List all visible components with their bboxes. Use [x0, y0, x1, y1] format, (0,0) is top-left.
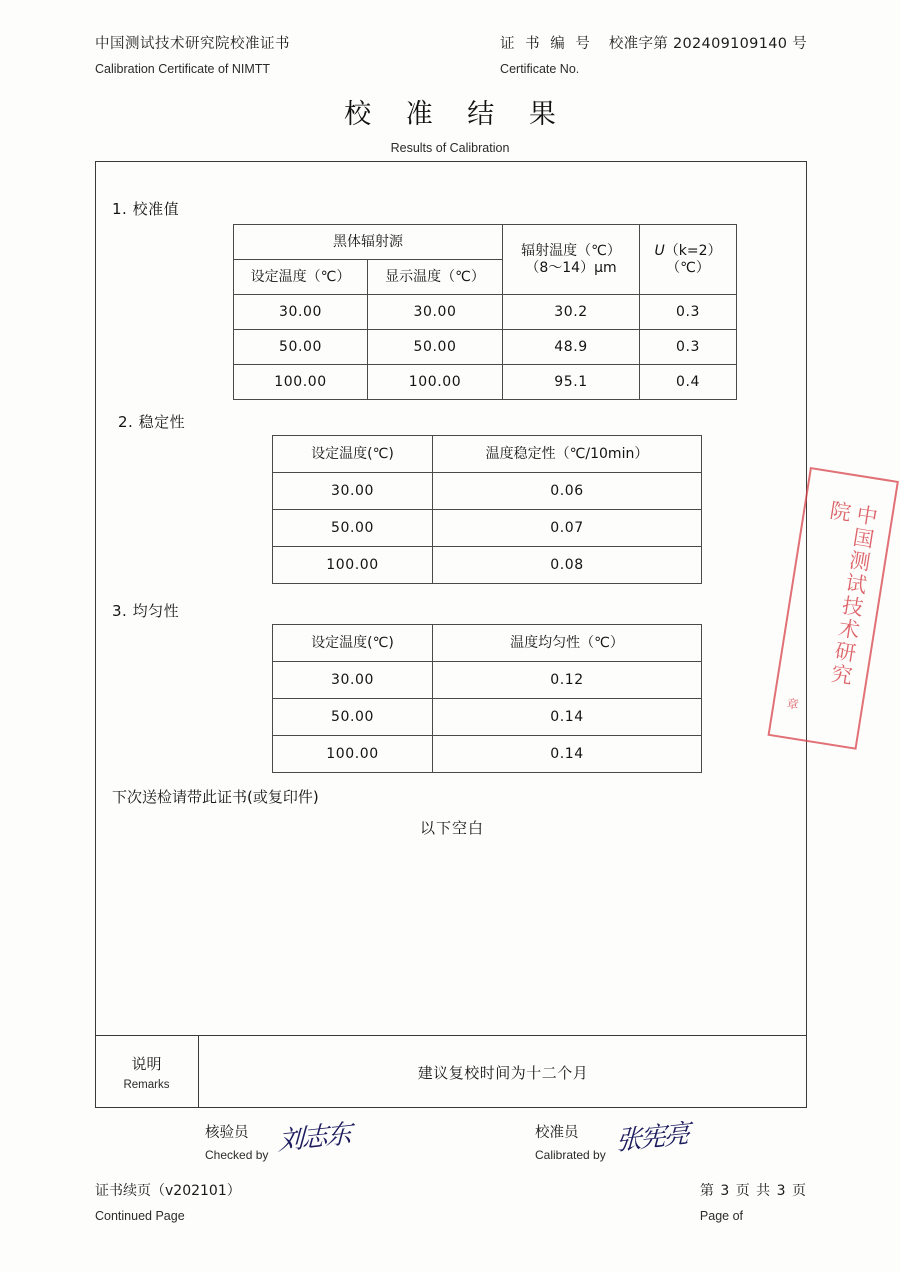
- th-blackbody-source: 黑体辐射源: [234, 225, 503, 260]
- page-title-cn: 校 准 结 果: [344, 99, 569, 130]
- cell-r3c3: 95.1: [503, 365, 640, 400]
- table-row: [234, 295, 737, 330]
- table-row: [234, 330, 737, 365]
- th-uniformity-set-temperature: 设定温度(℃): [273, 625, 433, 662]
- certificate-number-value: 校准字第 202409109140 号: [608, 36, 807, 52]
- th-display-temperature: 显示温度（℃）: [368, 260, 503, 295]
- page-number-cn: 第 3 页 共 3 页: [699, 1183, 807, 1199]
- cell-r1c3: 30.2: [503, 295, 640, 330]
- certificate-number-label-en: Certificate No.: [500, 62, 580, 76]
- blank-below-note: 以下空白: [419, 819, 484, 837]
- th-radiation-temperature-l1: 辐射温度（℃）: [521, 242, 621, 259]
- footer-left-cn: 证书续页（v202101）: [95, 1183, 241, 1199]
- cell-r3c2: 100.00: [368, 365, 503, 400]
- th-uncertainty-l2: （℃）: [666, 259, 710, 276]
- section-1-label: 1. 校准值: [112, 200, 180, 218]
- stamp-text: 中国测试技术研究院: [825, 498, 880, 689]
- checked-by-block: [205, 1121, 350, 1162]
- cell-r3c1: 100.00: [234, 365, 368, 400]
- cell-r2c1: 50.00: [234, 330, 368, 365]
- stability-r3c2: 0.08: [433, 547, 702, 584]
- table-row: [273, 662, 702, 699]
- calibrated-by-signature: 张宪亮: [615, 1119, 688, 1157]
- uniformity-r2c2: 0.14: [433, 699, 702, 736]
- cell-r1c2: 30.00: [368, 295, 503, 330]
- header-right: [500, 32, 807, 76]
- table-uniformity: [272, 624, 702, 773]
- stability-r2c1: 50.00: [273, 510, 433, 547]
- cell-r2c4: 0.3: [640, 330, 737, 365]
- th-radiation-temperature-l2: （8～14）μm: [525, 259, 617, 276]
- footer-left-en: Continued Page: [95, 1209, 185, 1223]
- th-set-temperature: 设定温度（℃）: [234, 260, 368, 295]
- cell-r1c1: 30.00: [234, 295, 368, 330]
- remarks-label-cn: 说明: [131, 1055, 162, 1073]
- cell-r2c2: 50.00: [368, 330, 503, 365]
- th-uncertainty: [640, 225, 737, 295]
- table-row: [273, 436, 702, 473]
- table-row: [273, 510, 702, 547]
- th-radiation-temperature: [503, 225, 640, 295]
- institution-name-en: Calibration Certificate of NIMTT: [95, 62, 271, 76]
- page-title-en: Results of Calibration: [390, 141, 510, 155]
- th-uncertainty-k: （k=2）: [664, 242, 722, 259]
- table-row: [273, 473, 702, 510]
- remarks-label: [95, 1036, 199, 1108]
- page-title-block: [0, 92, 900, 155]
- cell-r2c3: 48.9: [503, 330, 640, 365]
- th-uncertainty-l1: [640, 243, 736, 260]
- table-row: [273, 736, 702, 773]
- document-footer: [95, 1180, 807, 1223]
- stamp-small-text: 章: [785, 696, 800, 713]
- stability-r2c2: 0.07: [433, 510, 702, 547]
- remarks-value: 建议复校时间为十二个月: [417, 1063, 589, 1082]
- content-frame: [95, 161, 807, 1108]
- checked-by-signature: 刘志东: [277, 1119, 351, 1157]
- uniformity-r1c2: 0.12: [433, 662, 702, 699]
- calibrated-by-label-en: Calibrated by: [535, 1148, 606, 1162]
- table-row: [273, 547, 702, 584]
- table-row: [273, 699, 702, 736]
- uniformity-r2c1: 50.00: [273, 699, 433, 736]
- footer-left: [95, 1180, 241, 1223]
- section-3-label: 3. 均匀性: [112, 602, 180, 620]
- checked-by-label-en: Checked by: [205, 1148, 269, 1162]
- cell-r3c4: 0.4: [640, 365, 737, 400]
- stability-r1c2: 0.06: [433, 473, 702, 510]
- stability-r3c1: 100.00: [273, 547, 433, 584]
- uniformity-r1c1: 30.00: [273, 662, 433, 699]
- table-calibration-values: [233, 224, 737, 400]
- th-stability-set-temperature: 设定温度(℃): [273, 436, 433, 473]
- remarks-row: [95, 1035, 807, 1108]
- signature-area: [95, 1115, 807, 1175]
- table-row: [234, 365, 737, 400]
- stability-r1c1: 30.00: [273, 473, 433, 510]
- calibrated-by-label-cn: 校准员: [535, 1125, 579, 1141]
- document-header: [95, 32, 807, 76]
- remarks-label-en: Remarks: [123, 1079, 170, 1091]
- table-row: [273, 625, 702, 662]
- uniformity-r3c1: 100.00: [273, 736, 433, 773]
- table-row: [234, 225, 737, 260]
- section-2-label: 2. 稳定性: [118, 413, 186, 431]
- footer-right: [700, 1180, 807, 1223]
- institution-name-cn: 中国测试技术研究院校准证书: [95, 36, 290, 52]
- th-uncertainty-symbol: U: [654, 242, 665, 259]
- next-inspection-note: 下次送检请带此证书(或复印件): [112, 788, 319, 806]
- th-stability-value: 温度稳定性（℃/10min）: [433, 436, 702, 473]
- th-uniformity-value: 温度均匀性（℃）: [433, 625, 702, 662]
- certificate-number-row: [500, 32, 807, 53]
- uniformity-r3c2: 0.14: [433, 736, 702, 773]
- table-stability: [272, 435, 702, 584]
- calibrated-by-block: [535, 1121, 688, 1162]
- page-number-en: Page of: [699, 1209, 744, 1223]
- checked-by-label-cn: 核验员: [205, 1125, 249, 1141]
- cell-r1c4: 0.3: [640, 295, 737, 330]
- certificate-number-label-cn: 证 书 编 号: [500, 36, 593, 52]
- header-left: [95, 32, 290, 76]
